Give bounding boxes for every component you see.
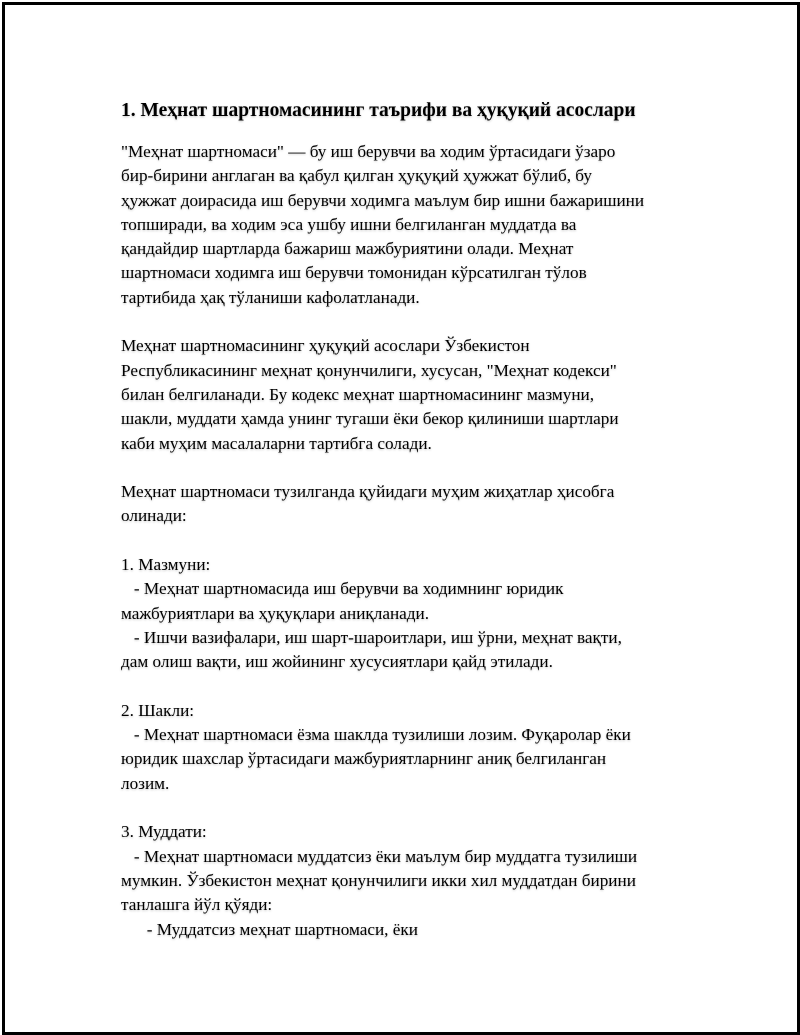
- text-line: - Ишчи вазифалари, иш шарт-шароитлари, иш ўрни, меҳнат вақти,: [121, 627, 622, 647]
- paragraph-legal-basis: [121, 334, 711, 455]
- paragraph-gap: [121, 456, 711, 480]
- text-line: мажбуриятлари ва ҳуқуқлари аниқланади.: [121, 603, 430, 623]
- text-line: олинади:: [121, 506, 187, 526]
- list-item-duration: [121, 820, 711, 941]
- text-line: қандайдир шартларда бажариш мажбуриятини олади. Меҳнат: [121, 239, 574, 259]
- document-body: [121, 98, 711, 942]
- text-line: шакли, муддати ҳамда унинг тугаши ёки бекор қилиниши шартлари: [121, 409, 619, 429]
- page-frame: [2, 2, 800, 1035]
- text-line: дам олиш вақти, иш жойининг хусусиятлари қайд этилади.: [121, 652, 553, 672]
- text-line: мумкин. Ўзбекистон меҳнат қонунчилиги икки хил муддатдан бирини: [121, 870, 636, 890]
- text-line: каби муҳим масалаларни тартибга солади.: [121, 433, 432, 453]
- text-line: Меҳнат шартномасининг ҳуқуқий асослари Ўзбекистон: [121, 336, 530, 356]
- paragraph-gap: [121, 796, 711, 820]
- text-line: - Муддатсиз меҳнат шартномаси, ёки: [121, 919, 418, 939]
- text-line: - Меҳнат шартномаси ёзма шаклда тузилиши лозим. Фуқаролар ёки: [121, 725, 631, 745]
- text-line: топширади, ва ходим эса ушбу ишни белгиланган муддатда ва: [121, 214, 577, 234]
- text-line: тартибида ҳақ тўланиши кафолатланади.: [121, 287, 420, 307]
- text-line: бир-бирини англаган ва қабул қилган ҳуқуқий ҳужжат бўлиб, бу: [121, 166, 592, 186]
- text-line: Меҳнат шартномаси тузилганда қуйидаги муҳим жиҳатлар ҳисобга: [121, 482, 615, 502]
- paragraph-list-intro: [121, 480, 711, 529]
- text-line: "Меҳнат шартномаси" — бу иш берувчи ва ходим ўртасидаги ўзаро: [121, 142, 616, 161]
- text-line: ҳужжат доирасида иш берувчи ходимга маълум бир ишни бажаришини: [121, 190, 645, 210]
- list-item-heading: 3. Муддати:: [121, 822, 207, 842]
- list-item-heading: 1. Мазмуни:: [121, 555, 211, 575]
- section-title: 1. Меҳнат шартномасининг таърифи ва ҳуқуқий асослари: [121, 100, 636, 121]
- paragraph-gap: [121, 529, 711, 553]
- text-line: билан белгиланади. Бу кодекс меҳнат шартномасининг мазмуни,: [121, 384, 595, 404]
- list-item-content: [121, 553, 711, 674]
- paragraph-gap: [121, 310, 711, 334]
- text-line: Республикасининг меҳнат қонунчилиги, хусусан, "Меҳнат кодекси": [121, 360, 617, 380]
- list-item-heading: 2. Шакли:: [121, 700, 195, 720]
- text-line: - Меҳнат шартномаси муддатсиз ёки маълум бир муддатга тузилиши: [121, 846, 638, 866]
- text-line: танлашга йўл қўяди:: [121, 895, 273, 915]
- text-line: - Меҳнат шартномасида иш берувчи ва ходимнинг юридик: [121, 579, 564, 599]
- text-line: шартномаси ходимга иш берувчи томонидан кўрсатилган тўлов: [121, 263, 587, 283]
- text-line: юридик шахслар ўртасидаги мажбуриятларнинг аниқ белгиланган: [121, 749, 607, 769]
- paragraph-gap: [121, 675, 711, 699]
- paragraph-definition: [121, 140, 711, 310]
- list-item-form: [121, 699, 711, 796]
- text-line: лозим.: [121, 773, 170, 793]
